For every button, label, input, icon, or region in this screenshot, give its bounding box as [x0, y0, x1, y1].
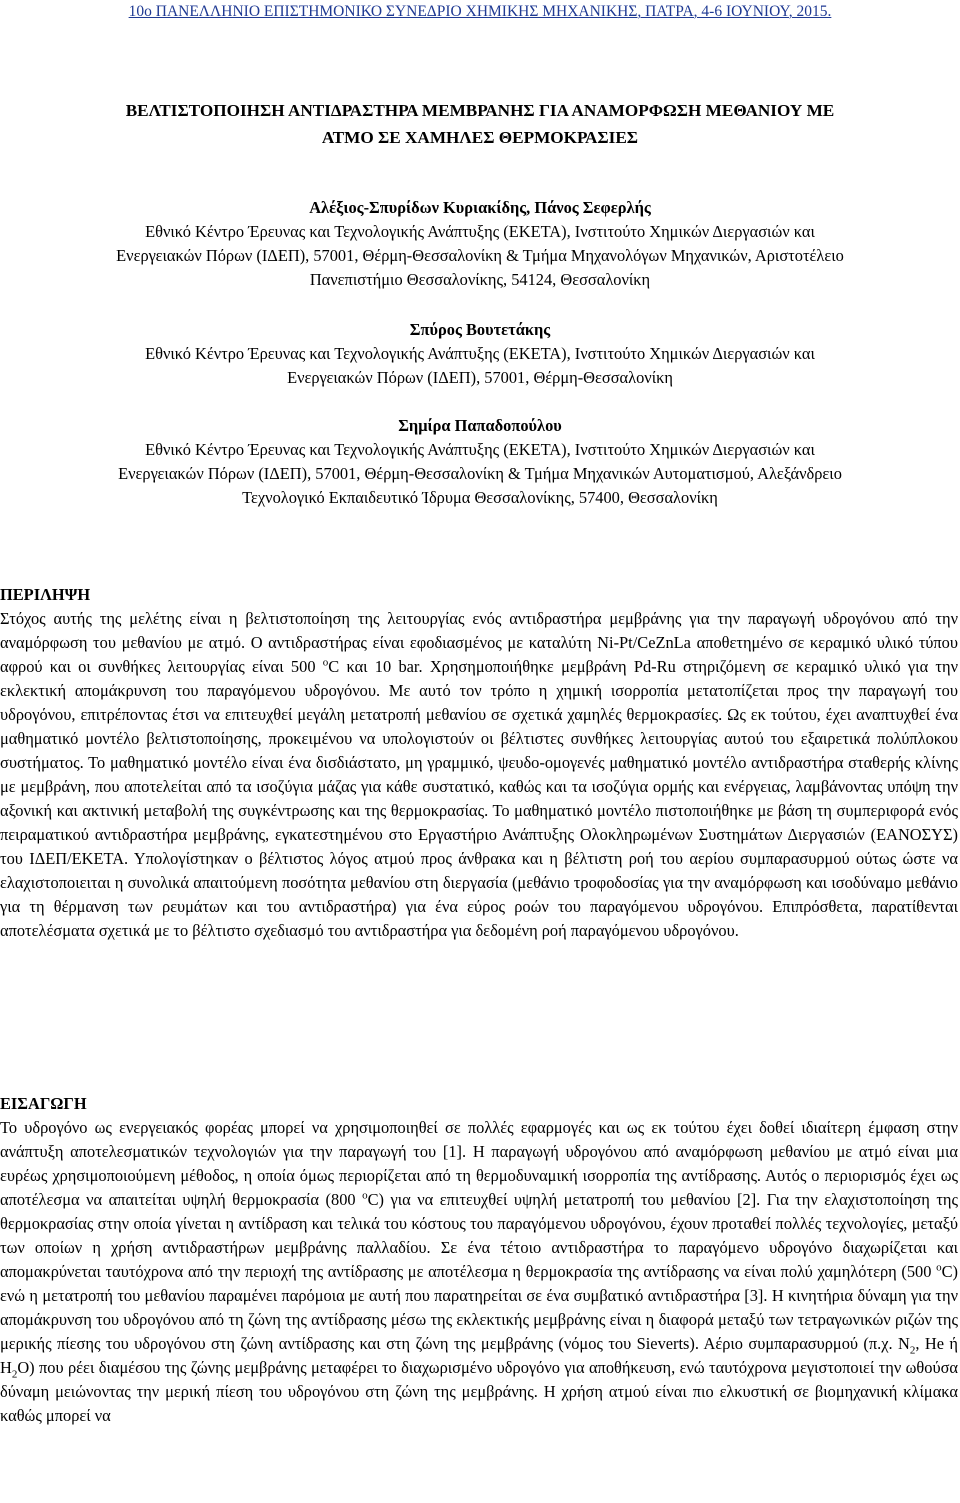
author-names: Σπύρος Βουτετάκης	[409, 320, 551, 339]
affiliation-line: Ενεργειακών Πόρων (ΙΔΕΠ), 57001, Θέρμη-Θεσσαλονίκη	[287, 368, 673, 387]
introduction-text: Το υδρογόνο ως ενεργειακός φορέας μπορεί να χρησιμοποιηθεί σε πολλές εφαρμογές και ως εκ τούτου έχει δοθεί ιδιαίτερη έμφαση στην ανάπτυξη αποτελεσματικών τεχνολογιών για την παραγωγή του [1]. Η παραγωγή υδρογόνου από αναμόρφωση μεθανίου με ατμό είναι μια ευρέως χρησιμοποιούμενη μέθοδος, η οποία όμως περιορίζεται από τη θερμοδυναμική ισορροπία της αντίδρασης. Αυτός ο περιορισμός έχει ως αποτέλεσμα να απαιτείται υψηλή θερμοκρασία (800 $^o$C) για να επιτευχθεί υψηλή μετατροπή του μεθανίου [2]. Για την ελαχιστοποίηση της θερμοκρασίας στην οποία γίνεται η αντίδραση και τελικά του κόστους του παραγόμενου υδρογόνου, έχουν προταθεί πολλές τεχνολογίες, μεταξύ των οποίων η χρήση αντιδραστήρων μεμβράνης παλλαδίου. Σε ένα τέτοιο αντιδραστήρα το παραγόμενο υδρογόνο διαχωρίζεται και απομακρύνεται ταυτόχρονα από την περιοχή της αντίδρασης με αποτέλεσμα η θερμοκρασία της αντίδρασης να είναι πολύ χαμηλότερη (500 $^o$C) ενώ η μετατροπή του μεθανίου παραμένει παρόμοια με αυτή που παρατηρείται σε ένα συμβατικό αντιδραστήρα [3]. Η κινητήρια δύναμη για την απομάκρυνση του υδρογόνου από τη ζώνη της αντίδρασης μέσω της εκλεκτικής μεμβράνης είναι η διαφορά μεταξύ των τετραγωνικών ριζών της μερικής πίεσης του υδρογόνου στη ζώνη αντίδρασης και στη ζώνη της μεμβράνης (νόμος του Sieverts). Αέριο συμπαρασυρμού (π.χ. $N_2$, He ή $H_2O$) που ρέει διαμέσου της ζώνης μεμβράνης μεταφέρει το διαχωρισμένο υδρογόνο για αποθήκευση, ενώ ταυτόχρονα μεγιστοποιεί την ωθούσα δύναμη μειώνοντας την μερική πίεση του υδρογόνου στη ζώνη της μεμβράνης. Η χρήση ατμού είναι πιο ελκυστική σε βιομηχανική κλίμακα καθώς μπορεί να	[0, 1118, 958, 1425]
introduction-heading: ΕΙΣΑΓΩΓΗ	[0, 1094, 87, 1113]
author-block-2	[0, 318, 960, 390]
author-names: Αλέξιος-Σπυρίδων Κυριακίδης, Πάνος Σεφερλής	[309, 198, 651, 217]
author-block-1	[0, 196, 960, 292]
author-names: Σημίρα Παπαδοπούλου	[398, 416, 562, 435]
title-line: ΒΕΛΤΙΣΤΟΠΟΙΗΣΗ ΑΝΤΙΔΡΑΣΤΗΡΑ ΜΕΜΒΡΑΝΗΣ ΓΙΑ ΑΝΑΜΟΡΦΩΣΗ ΜΕΘΑΝΙΟΥ ΜΕ	[125, 101, 835, 120]
affiliation-line: Ενεργειακών Πόρων (ΙΔΕΠ), 57001, Θέρμη-Θεσσαλονίκη & Τμήμα Μηχανικών Αυτοματισμού, Αλεξάνδρειο	[118, 464, 842, 483]
abstract-heading: ΠΕΡΙΛΗΨΗ	[0, 585, 91, 604]
paper-title	[0, 97, 960, 151]
author-block-3	[0, 414, 960, 510]
abstract-text: Στόχος αυτής της μελέτης είναι η βελτιστοποίηση της λειτουργίας ενός αντιδραστήρα μεμβράνης για την παραγωγή υδρογόνου από την αναμόρφωση του μεθανίου με ατμό. Ο αντιδραστήρας είναι εφοδιασμένος με καταλύτη Ni-Pt/CeZnLa αποθετημένο σε κεραμικό υλικό τύπου αφρού και οι συνθήκες λειτουργίας είναι 500 $^o$C και 10 bar. Χρησημοποιήθηκε μεμβράνη Pd-Ru στηριζόμενη σε κεραμικό υλικό για την εκλεκτική απομάκρυνση του παραγόμενου υδρογόνου. Με αυτό τον τρόπο η χημική ισορροπία μετατοπίζεται προς την παραγωγή του υδρογόνου, επιτρέποντας έτσι να επιτευχθεί μεγάλη μετατροπή μεθανίου σε σχετικά χαμηλές θερμοκρασίες. Ως εκ τούτου, έχει αναπτυχθεί ένα μαθηματικό μοντέλο βελτιστοποίησης, προκειμένου να υπολογιστούν οι βέλτιστες συνθήκες λειτουργίας αυτού του εξαιρετικά πολύπλοκου συστήματος. Το μαθηματικό μοντέλο είναι ένα δισδιάστατο, μη γραμμικό, ψευδο-ομογενές μαθηματικό μοντέλο αντιδραστήρα σταθερής κλίνης με μεμβράνη, που αποτελείται από τα ισοζύγια μάζας για κάθε συστατικό, καθώς και τα ισοζύγια ορμής και ενέργειας, λαμβάνοντας υπόψη την αξονική και ακτινική μεταβολή της συγκέντρωσης και της θερμοκρασίας. Το μαθηματικό μοντέλο πιστοποιήθηκε με βάση τη συμπεριφορά ενός πειραματικού αντιδραστήρα μεμβράνης, εγκατεστημένου στο Εργαστήριο Ανάπτυξης Ολοκληρωμένων Συστημάτων Διεργασιών (ΕΑΝΟΣΥΣ) του ΙΔΕΠ/ΕΚΕΤΑ. Υπολογίστηκαν ο βέλτιστος λόγος ατμού προς άνθρακα και η βέλτιστη ροή του αερίου συμπαρασυρμού ούτως ώστε να ελαχιστοποιειται η συνολικά απαιτούμενη ποσότητα μεθανίου στη διεργασία (μεθάνιο τροφοδοσίας για την αναμόρφωση και ισοδύναμο μεθάνιο για τη θέρμανση των ρευμάτων και του αντιδραστήρα) για ένα εύρος ροών του παραγόμενου υδρογόνου. Επιπρόσθετα, παρατίθενται αποτελέσματα σχετικά με το βέλτιστο σχεδιασμό του αντιδραστήρα για δεδομένη ροή παραγόμενου υδρογόνου.	[0, 609, 958, 940]
title-line: ΑΤΜΟ ΣΕ ΧΑΜΗΛΕΣ ΘΕΡΜΟΚΡΑΣΙΕΣ	[321, 128, 639, 147]
affiliation-line: Πανεπιστήμιο Θεσσαλονίκης, 54124, Θεσσαλονίκη	[309, 270, 651, 289]
affiliation-line: Εθνικό Κέντρο Έρευνας και Τεχνολογικής Ανάπτυξης (ΕΚΕΤΑ), Ινστιτούτο Χημικών Διεργασιών και	[145, 222, 815, 241]
affiliation-line: Ενεργειακών Πόρων (ΙΔΕΠ), 57001, Θέρμη-Θεσσαλονίκη & Τμήμα Μηχανολόγων Μηχανικών, Αριστοτέλειο	[116, 246, 844, 265]
affiliation-line: Τεχνολογικό Εκπαιδευτικό Ίδρυμα Θεσσαλονίκης, 57400, Θεσσαλονίκη	[242, 488, 718, 507]
affiliation-line: Εθνικό Κέντρο Έρευνας και Τεχνολογικής Ανάπτυξης (ΕΚΕΤΑ), Ινστιτούτο Χημικών Διεργασιών και	[145, 344, 815, 363]
affiliation-line: Εθνικό Κέντρο Έρευνας και Τεχνολογικής Ανάπτυξης (ΕΚΕΤΑ), Ινστιτούτο Χημικών Διεργασιών και	[145, 440, 815, 459]
conference-header: 10ο ΠΑΝΕΛΛΗΝΙΟ ΕΠΙΣΤΗΜΟΝΙΚΟ ΣΥΝΕΔΡΙΟ ΧΗΜΙΚΗΣ ΜΗΧΑΝΙΚΗΣ, ΠΑΤΡΑ, 4-6 ΙΟΥΝΙΟΥ, 2015.	[128, 3, 832, 20]
